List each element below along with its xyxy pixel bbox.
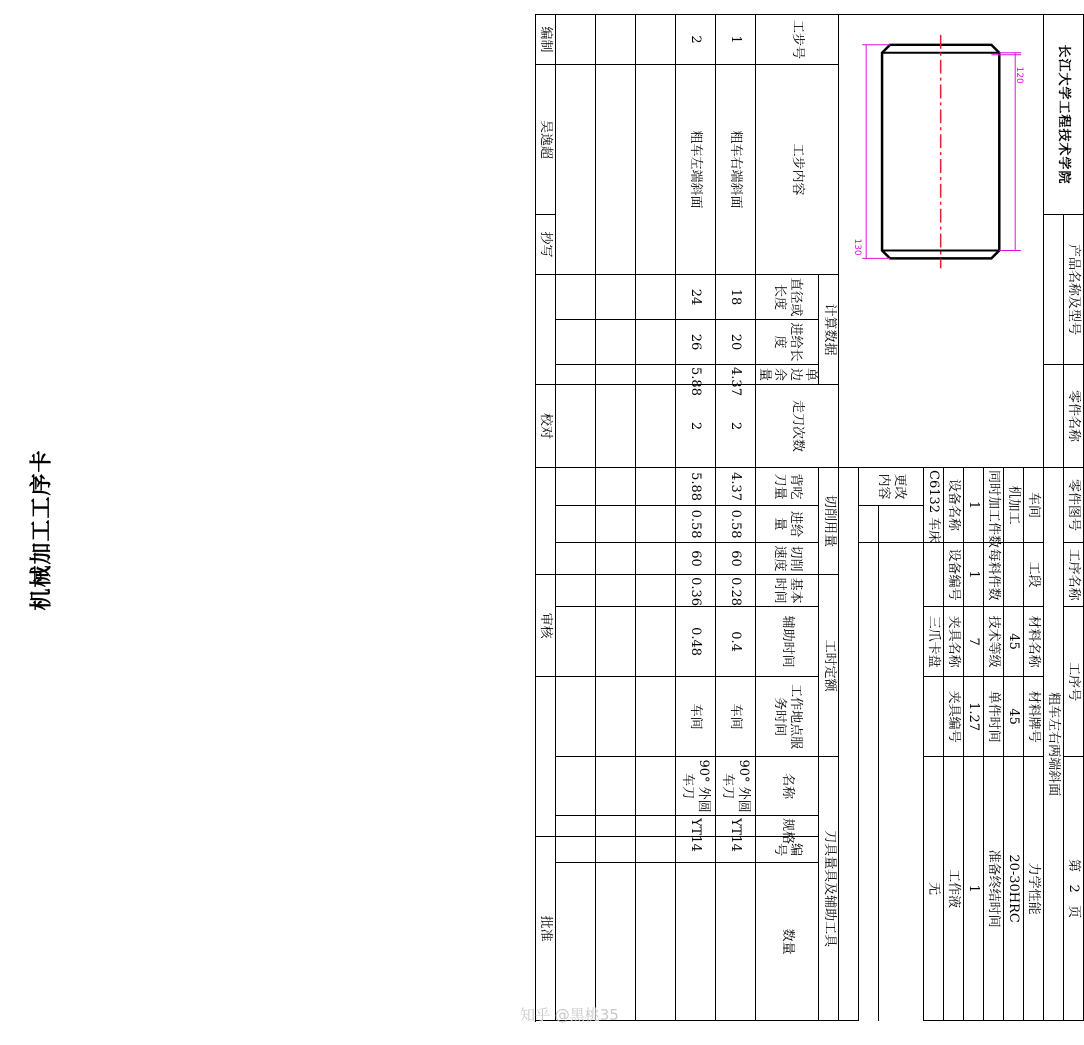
diameter: 24 xyxy=(675,275,715,320)
setup-time-label: 准备终结时间 xyxy=(984,757,1004,1021)
aux-time: 0.4 xyxy=(715,607,755,677)
diameter: 18 xyxy=(715,275,755,320)
allowance: 5.88 xyxy=(675,365,715,385)
table-row xyxy=(555,15,595,1021)
workshop-label: 车间 xyxy=(1024,468,1044,543)
step-content: 粗车右端斜面 xyxy=(715,65,755,275)
tool-qty xyxy=(715,863,755,1021)
page-unit: 页 xyxy=(1066,905,1082,919)
part-name-value xyxy=(1044,365,1064,468)
cut-depth: 4.37 xyxy=(715,468,755,506)
page-number xyxy=(1064,757,1084,1021)
feed: 0.58 xyxy=(675,506,715,543)
parts-per-stock-value: 1 xyxy=(964,543,984,607)
parts-per-stock-label: 每料件数 xyxy=(984,543,1004,607)
parts-per-operation-label: 同时加工件数 xyxy=(984,468,1004,543)
equipment-name-value: C6132 车床 xyxy=(924,468,944,543)
part-name-label: 零件名称 xyxy=(1064,365,1084,468)
section-value xyxy=(1004,543,1024,607)
mechanical-props-label: 力学性能 xyxy=(1024,757,1044,1021)
change-cell xyxy=(859,506,879,543)
reviewed-by-value xyxy=(535,677,555,837)
dim-top-text: 120 xyxy=(1014,66,1025,84)
tool-name: 90° 外圆车刀 xyxy=(715,757,755,816)
step-no: 2 xyxy=(675,15,715,65)
aux-time-header: 辅助时间 xyxy=(755,607,818,677)
change-content-label: 更改内容 xyxy=(859,468,924,506)
feed: 0.58 xyxy=(715,506,755,543)
passes: 2 xyxy=(675,385,715,468)
mechanical-props-value: 20-30HRC xyxy=(1004,757,1024,1021)
table-row xyxy=(715,15,755,1021)
part-drawing-no-label: 零件图号 xyxy=(1064,468,1084,543)
approved-by-label: 批准 xyxy=(535,837,555,1021)
step-content: 粗车左端斜面 xyxy=(675,65,715,275)
dim-bottom-text: 130 xyxy=(852,238,863,256)
calc-data-header: 计算数据 xyxy=(819,275,839,385)
fixture-no-value xyxy=(924,677,944,757)
unit-time-value: 1.27 xyxy=(964,677,984,757)
diameter-header: 直径或长度 xyxy=(755,275,818,320)
operation-no-label: 工序号 xyxy=(1064,607,1084,757)
service-time-header: 工作地点服务时间 xyxy=(755,677,818,757)
author-name: 吴逸超 xyxy=(535,65,555,215)
fixture-no-label: 夹具编号 xyxy=(944,677,964,757)
cut-depth: 5.88 xyxy=(675,468,715,506)
fixture-name-value: 三爪卡盘 xyxy=(924,607,944,677)
tool-name: 90° 外圆车刀 xyxy=(675,757,715,816)
equipment-no-label: 设备编号 xyxy=(944,543,964,607)
equipment-name-label: 设备名称 xyxy=(944,468,964,543)
tool-qty-header: 数量 xyxy=(755,863,818,1021)
speed: 60 xyxy=(675,543,715,575)
step-no: 1 xyxy=(715,15,755,65)
tool-qty xyxy=(675,863,715,1021)
prepared-by-label: 编制 xyxy=(535,15,555,65)
operation-name-label: 工序名称 xyxy=(1064,543,1084,607)
tool-no-header: 编号 xyxy=(755,837,818,863)
service-place: 车间 xyxy=(715,677,755,757)
allowance-header: 单边余量 xyxy=(755,365,818,385)
document-title xyxy=(10,449,70,611)
process-card-table xyxy=(535,14,1084,1021)
tool-name-header: 名称 xyxy=(755,757,818,816)
process-card-sheet xyxy=(78,14,1082,1020)
speed: 60 xyxy=(715,543,755,575)
speed-header: 切削速度 xyxy=(755,543,818,575)
change-cell xyxy=(879,506,924,543)
blank-area xyxy=(839,468,859,1021)
setup-time-value: 1 xyxy=(964,757,984,1021)
service-place: 车间 xyxy=(675,677,715,757)
watermark-text: 知乎 @黑桃35 xyxy=(520,1006,619,1024)
basic-time-header: 基本时间 xyxy=(755,575,818,607)
feed-header: 进给量 xyxy=(755,506,818,543)
blank-area xyxy=(859,543,879,1021)
coolant-label: 工作液 xyxy=(944,757,964,1021)
reviewed-by-label: 审核 xyxy=(535,575,555,677)
tool-spec: YT14 xyxy=(675,816,715,837)
product-name-label: 产品名称及型号 xyxy=(1064,215,1084,365)
blank-area xyxy=(879,543,924,1021)
allowance: 4.37 xyxy=(715,365,755,385)
feed-length: 20 xyxy=(715,320,755,365)
aux-time: 0.48 xyxy=(675,607,715,677)
table-row xyxy=(635,15,675,1021)
copied-by-value xyxy=(535,275,555,385)
step-no-header: 工步号 xyxy=(755,15,838,65)
material-grade-label: 材料牌号 xyxy=(1024,677,1044,757)
step-content-header: 工步内容 xyxy=(755,65,838,275)
operation-name-value: 粗车左右两端斜面 xyxy=(1044,468,1064,1021)
unit-time-label: 单件时间 xyxy=(984,677,1004,757)
basic-time: 0.36 xyxy=(675,575,715,607)
skill-level-label: 技术等级 xyxy=(984,607,1004,677)
basic-time: 0.28 xyxy=(715,575,755,607)
tool-spec-header: 规格 xyxy=(755,816,818,837)
product-name-value xyxy=(1044,215,1064,365)
coolant-value: 无 xyxy=(924,757,944,1021)
material-name-label: 材料名称 xyxy=(1024,607,1044,677)
tool-spec: YT14 xyxy=(715,816,755,837)
time-quota-header: 工时定额 xyxy=(819,575,839,757)
material-grade-value: 45 xyxy=(1004,677,1024,757)
document-title-text: 机械加工工序卡 xyxy=(28,449,55,611)
equipment-no-value xyxy=(924,543,944,607)
part-drawing xyxy=(839,15,1044,468)
parts-per-operation-value: 1 xyxy=(964,468,984,543)
feed-length: 26 xyxy=(675,320,715,365)
page-no: 2 xyxy=(1066,884,1082,893)
page-label: 第 xyxy=(1066,859,1082,873)
passes-header: 走刀次数 xyxy=(755,385,838,468)
workshop-value: 机加工 xyxy=(1004,468,1024,543)
cutting-params-header: 切削用量 xyxy=(819,468,839,575)
school-name: 长江大学工程技术学院 xyxy=(1044,15,1084,215)
material-name-value: 45 xyxy=(1004,607,1024,677)
passes: 2 xyxy=(715,385,755,468)
table-row xyxy=(675,15,715,1021)
checked-by-label: 校对 xyxy=(535,385,555,468)
checked-by-value xyxy=(535,468,555,575)
section-label: 工段 xyxy=(1024,543,1044,607)
feed-length-header: 进给长度 xyxy=(755,320,818,365)
tools-header: 刀具量具及辅助工具 xyxy=(819,757,839,1021)
copied-by-label: 抄写 xyxy=(535,215,555,275)
skill-level-value: 7 xyxy=(964,607,984,677)
part-sketch xyxy=(839,15,1043,467)
cut-depth-header: 背吃刀量 xyxy=(755,468,818,506)
fixture-name-label: 夹具名称 xyxy=(944,607,964,677)
table-row xyxy=(595,15,635,1021)
